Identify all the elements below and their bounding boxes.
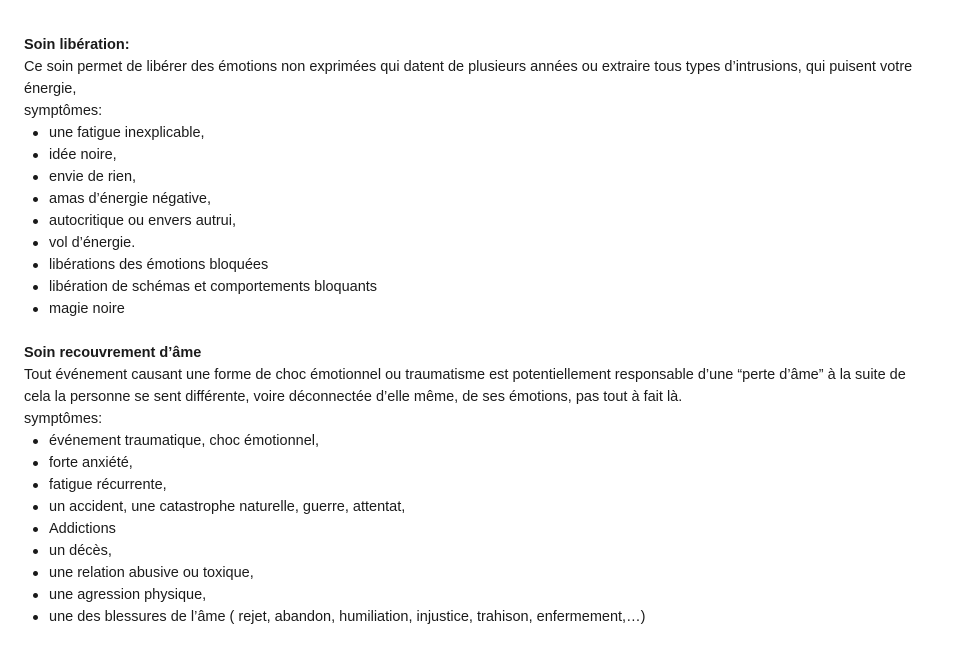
- list-item-text: Addictions: [49, 521, 116, 537]
- list-item-text: une des blessures de l’âme ( rejet, abandon, humiliation, injustice, trahison, enfermement,…): [49, 609, 646, 625]
- symptoms-label: symptômes:: [24, 103, 103, 119]
- list-item: [24, 474, 934, 496]
- list-item-text: événement traumatique, choc émotionnel,: [49, 433, 320, 449]
- list-item-text: fatigue récurrente,: [49, 477, 167, 493]
- symptoms-label: symptômes:: [24, 411, 103, 427]
- bullet-icon: [33, 439, 38, 444]
- section-title: Soin libération:: [24, 37, 130, 53]
- bullet-icon: [33, 527, 38, 532]
- bullet-icon: [33, 175, 38, 180]
- list-item: [24, 540, 934, 562]
- bullet-icon: [33, 615, 38, 620]
- list-item: [24, 584, 934, 606]
- bullet-icon: [33, 593, 38, 598]
- bullet-icon: [33, 549, 38, 554]
- bullet-icon: [33, 219, 38, 224]
- bullet-icon: [33, 483, 38, 488]
- bullet-icon: [33, 571, 38, 576]
- list-item-text: forte anxiété,: [49, 455, 133, 471]
- section-title: Soin recouvrement d’âme: [24, 345, 202, 361]
- bullet-icon: [33, 285, 38, 290]
- list-item-text: libérations des émotions bloquées: [49, 257, 269, 273]
- list-item: [24, 122, 934, 144]
- list-item: [24, 298, 934, 320]
- list-item: [24, 210, 934, 232]
- list-item-text: une fatigue inexplicable,: [49, 125, 205, 141]
- bullet-icon: [33, 131, 38, 136]
- list-item-text: envie de rien,: [49, 169, 137, 185]
- bullet-icon: [33, 153, 38, 158]
- list-item: [24, 254, 934, 276]
- section-description: Ce soin permet de libérer des émotions non exprimées qui datent de plusieurs années ou extraire tous types d’intrusions, qui puisent votre énergie,: [24, 59, 913, 97]
- list-item-text: autocritique ou envers autrui,: [49, 213, 236, 229]
- list-item-text: amas d’énergie négative,: [49, 191, 212, 207]
- list-item: [24, 518, 934, 540]
- bullet-icon: [33, 241, 38, 246]
- section-soin-recouvrement-ame: [24, 342, 934, 628]
- bullet-icon: [33, 461, 38, 466]
- bullet-icon: [33, 197, 38, 202]
- bullet-icon: [33, 263, 38, 268]
- list-item: [24, 562, 934, 584]
- symptoms-list: [24, 430, 934, 628]
- list-item-text: un décès,: [49, 543, 112, 559]
- list-item: [24, 452, 934, 474]
- list-item-text: libération de schémas et comportements bloquants: [49, 279, 378, 295]
- list-item: [24, 232, 934, 254]
- list-item: [24, 606, 934, 628]
- symptoms-list: [24, 122, 934, 320]
- section-description: Tout événement causant une forme de choc émotionnel ou traumatisme est potentiellement responsable d’une “perte d’âme” à la suite de cela la personne se sent différente, voire déconnectée d’elle même, de ses émotions, pas tout à fait là.: [24, 367, 906, 405]
- list-item: [24, 496, 934, 518]
- list-item-text: une relation abusive ou toxique,: [49, 565, 254, 581]
- bullet-icon: [33, 505, 38, 510]
- list-item: [24, 188, 934, 210]
- list-item: [24, 144, 934, 166]
- list-item-text: une agression physique,: [49, 587, 207, 603]
- list-item-text: magie noire: [49, 301, 125, 317]
- bullet-icon: [33, 307, 38, 312]
- list-item-text: vol d’énergie.: [49, 235, 136, 251]
- document-body: [24, 34, 934, 628]
- list-item: [24, 276, 934, 298]
- section-soin-liberation: [24, 34, 934, 320]
- list-item: [24, 166, 934, 188]
- list-item: [24, 430, 934, 452]
- list-item-text: un accident, une catastrophe naturelle, guerre, attentat,: [49, 499, 406, 515]
- list-item-text: idée noire,: [49, 147, 117, 163]
